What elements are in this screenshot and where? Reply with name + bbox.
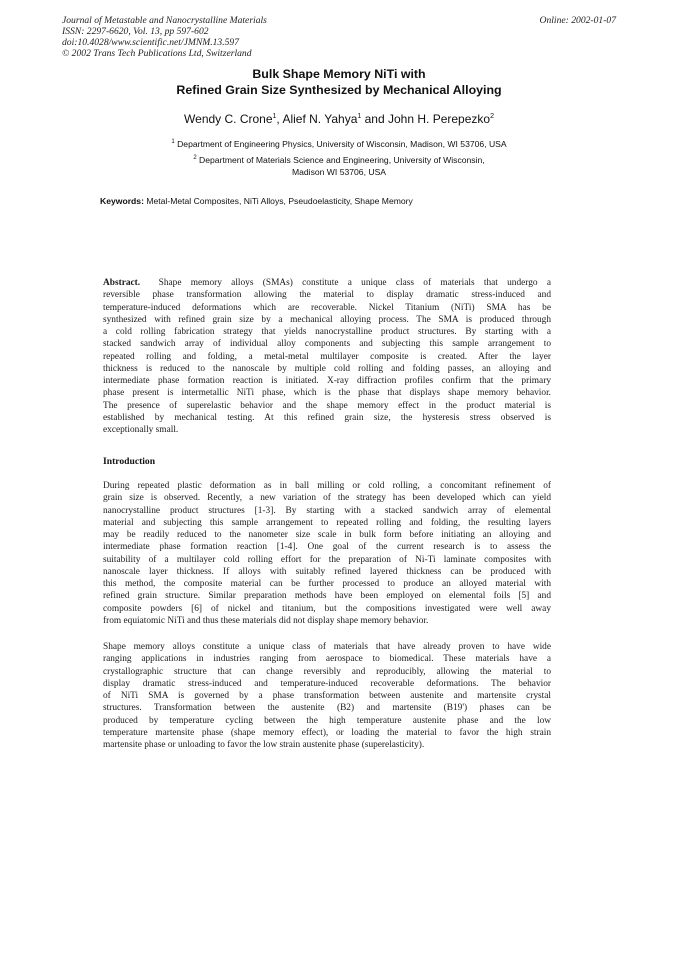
paragraph-line: temperature martensite phase (shape memory effect), or loading the material to favor the high strain bbox=[103, 727, 551, 738]
affiliation-2-line-2: Madison WI 53706, USA bbox=[291, 166, 387, 177]
abstract-line: established by mechanical testing. At this refined grain size, the hysteresis stress observed is bbox=[103, 412, 551, 423]
title-line-1: Bulk Shape Memory NiTi with bbox=[252, 67, 426, 81]
abstract bbox=[103, 277, 551, 436]
abstract-line bbox=[103, 277, 551, 289]
author-1: Wendy C. Crone bbox=[184, 112, 273, 126]
abstract-line: synthesized with refined grain size by a mechanical alloying process. The SMA is produced through bbox=[103, 314, 551, 325]
paragraph-line: this method, the composite material can be further processed to produce an alloyed material with bbox=[103, 579, 551, 589]
journal-issn: ISSN: 2297-6620, Vol. 13, pp 597-602 bbox=[62, 26, 209, 37]
abstract-label: Abstract. bbox=[103, 278, 141, 288]
author-3: John H. Perepezko bbox=[388, 112, 491, 126]
paragraph-line: suitability of a multilayer cold rolling effort for the preparation of Ni-Ti laminate composites with bbox=[103, 554, 551, 565]
journal-doi: doi:10.4028/www.scientific.net/JMNM.13.597 bbox=[62, 37, 240, 48]
paragraph-line: grain size is observed. Recently, a new variation of the strategy has been developed which can yield bbox=[103, 493, 551, 504]
paragraph-line: martensite phase or unloading to favor the low strain austenite phase (superelasticity). bbox=[103, 740, 425, 750]
online-date: Online: 2002-01-07 bbox=[539, 15, 616, 26]
abstract-line: a cold rolling fabrication strategy that yields nanocrystalline product structures. By starting with a bbox=[103, 327, 551, 337]
abstract-line: reversible phase transformation allowing the material to display dramatic stress-induced and bbox=[103, 290, 551, 301]
journal-name: Journal of Metastable and Nanocrystalline Materials bbox=[62, 15, 267, 26]
author-3-affil: 2 bbox=[490, 113, 494, 120]
affiliation-1-mark: 1 bbox=[171, 139, 175, 145]
paragraph-line: produced by temperature cycling between the high temperature austenite phase and the low bbox=[103, 715, 551, 726]
author-1-affil: 1 bbox=[272, 113, 277, 120]
paragraph-line: crystallographic structure that can change reversibly and reproducibly, allowing the material to bbox=[103, 666, 551, 677]
title-line-2: Refined Grain Size Synthesized by Mechanical Alloying bbox=[176, 82, 502, 97]
paragraph-line: structures. Transformation between the austenite (B2) and martensite (B19') phases can be bbox=[103, 703, 551, 714]
journal-copyright: © 2002 Trans Tech Publications Ltd, Switzerland bbox=[62, 48, 252, 59]
paragraph-line: nanocrystalline product structures [1-3]. By starting with a stacked sandwich array of elemental bbox=[103, 505, 551, 516]
paragraph-line: refined grain structure. Similar preparation methods have been employed on elemental foils [5] and bbox=[103, 591, 551, 602]
paragraph-line: composite powders [6] of nickel and titanium, but the compositions investigated were well away bbox=[103, 603, 551, 614]
abstract-line: stacked sandwich array of individual alloy components and subjecting this sample arrangement to bbox=[103, 339, 551, 350]
author-list: Wendy C. Crone$^1$, Alief N. Yahya$^1$ and John H. Perepezko$^2$ bbox=[184, 112, 494, 126]
introduction-paragraph-1 bbox=[103, 480, 551, 627]
paragraph-line: display dramatic stress-induced and temperature-induced recoverable deformations. The behavior bbox=[103, 678, 551, 689]
paragraph-line: ranging applications in industries ranging from aerospace to biomedical. These materials have a bbox=[103, 654, 551, 665]
paragraph-line: from equiatomic NiTi and thus these materials did not display shape memory behavior. bbox=[103, 615, 429, 626]
paragraph-line: nanoscale layer thickness. If alloys with suitably refined layered thickness can be produced with bbox=[103, 566, 551, 577]
section-heading-introduction: Introduction bbox=[103, 456, 156, 467]
introduction-paragraph-2 bbox=[103, 641, 551, 751]
abstract-line: temperature-induced deformations which are recoverable. Nickel Titanium (NiTi) SMA has be bbox=[103, 302, 551, 313]
paragraph-line: Shape memory alloys constitute a unique class of materials that have already proven to have wide bbox=[103, 642, 551, 652]
abstract-line: exceptionally small. bbox=[103, 425, 179, 435]
author-2-affil: 1 bbox=[357, 113, 362, 120]
abstract-line: intermediate phase formation reaction is initiated. X-ray diffraction profiles confirm that the primary bbox=[103, 376, 551, 386]
abstract-line: The presence of superelastic behavior and the shape memory effect in the product material is bbox=[103, 400, 551, 411]
abstract-line: thickness is reduced to the nanoscale by multiple cold rolling and folding passes, an alloying and bbox=[103, 363, 551, 374]
author-2: Alief N. Yahya bbox=[282, 112, 358, 126]
affiliation-2-mark: 2 bbox=[193, 155, 197, 161]
affiliation-2 bbox=[60, 152, 618, 178]
keywords bbox=[100, 196, 413, 206]
abstract-line: phase present is intermetallic NiTi phase, which is the phase that displays shape memory behavior. bbox=[103, 388, 551, 399]
keywords-label: Keywords: bbox=[100, 196, 144, 206]
paragraph-line: of NiTi SMA is governed by a phase transformation between austenite and martensite crystal bbox=[103, 691, 551, 701]
paragraph-line: During repeated plastic deformation as in ball milling or cold rolling, a concomitant refinement of bbox=[103, 481, 551, 491]
affiliation-1-text: Department of Engineering Physics, University of Wisconsin, Madison, WI 53706, USA bbox=[177, 138, 507, 149]
affiliation-1 bbox=[60, 136, 618, 150]
paragraph-line: may be readily reduced to the nanometer size scale in bulk form before initiating an alloying and bbox=[103, 530, 551, 540]
author-and: and bbox=[364, 112, 385, 126]
journal-header bbox=[62, 15, 422, 59]
paragraph-line: intermediate phase formation reaction [1-4]. One goal of the current research is to assess the bbox=[103, 542, 551, 553]
abstract-line: repeated rolling and folding, a metal-metal multilayer composite is created. After the layer bbox=[103, 351, 551, 362]
keywords-text: Metal-Metal Composites, NiTi Alloys, Pseudoelasticity, Shape Memory bbox=[146, 196, 413, 206]
abstract-line-text: Shape memory alloys (SMAs) constitute a unique class of materials that undergo a bbox=[158, 278, 551, 288]
paragraph-line: material and subjecting this sample arrangement to repeated rolling and folding, the resulting layers bbox=[103, 517, 551, 528]
paper-title bbox=[60, 67, 618, 98]
affiliation-2-line-1: Department of Materials Science and Engineering, University of Wisconsin, bbox=[199, 154, 485, 165]
